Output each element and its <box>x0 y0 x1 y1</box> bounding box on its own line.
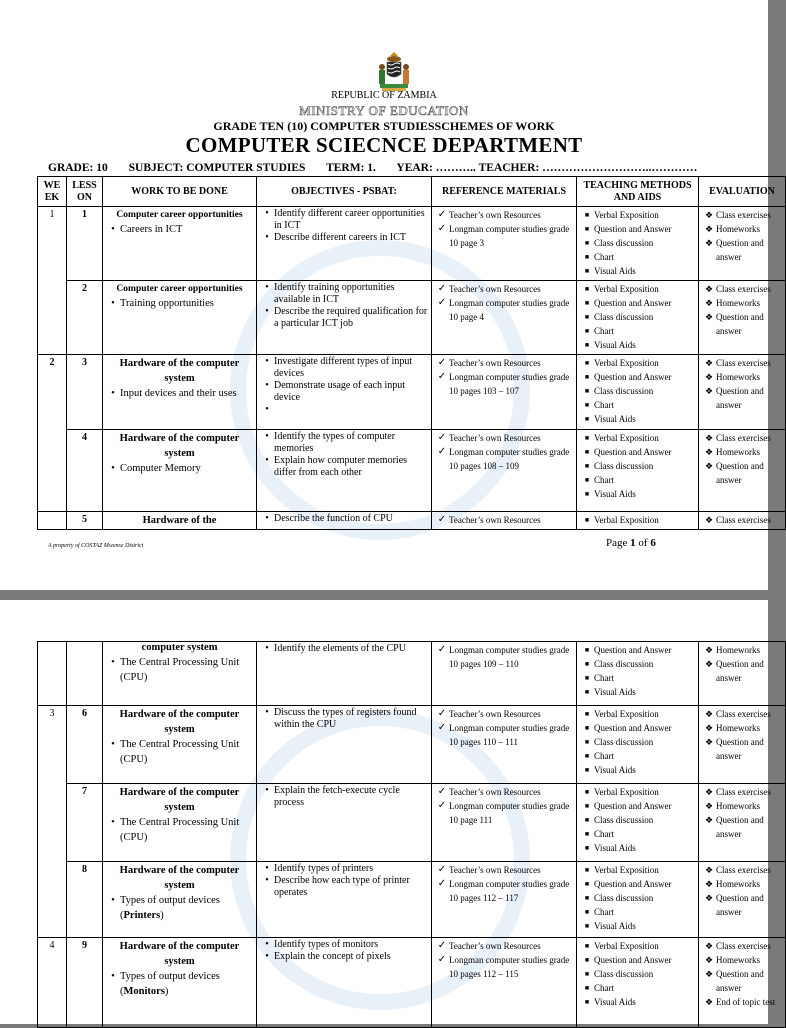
methods-cell: ■ Verbal Exposition ■ Question and Answer ■ Class discussion ■ Chart ■ Visual Aids <box>577 281 699 355</box>
evaluation-cell: ❖ Class exercises ❖ Homeworks ❖ Question and answer <box>699 281 786 355</box>
topic-title: Hardware of the computer system <box>119 865 240 891</box>
week-cell <box>38 642 67 706</box>
evaluation-cell: ❖ Class exercises ❖ Homeworks ❖ Question and answer <box>699 706 786 784</box>
reference-cell: ✓ Teacher’s own Resources ✓ Longman computer studies grade 10 pages 110 – 111 <box>432 706 577 784</box>
lesson-cell: 2 <box>67 281 103 355</box>
methods-cell: ■ Question and Answer ■ Class discussion ■ Chart ■ Visual Aids <box>577 642 699 706</box>
methods-cell: ■ Verbal Exposition ■ Question and Answer ■ Class discussion ■ Chart ■ Visual Aids <box>577 784 699 862</box>
work-cell: Hardware of the computer system • Computer Memory <box>103 430 257 512</box>
objectives-cell <box>257 207 432 281</box>
lesson-cell: 7 <box>67 784 103 862</box>
objectives-cell: • Identify the types of computer memories • Explain how computer memories differ from each other <box>257 430 432 512</box>
scheme-table-continued <box>37 641 786 1028</box>
col-work: WORK TO BE DONE <box>103 177 257 207</box>
col-evaluation: EVALUATION <box>699 177 786 207</box>
work-cell <box>103 281 257 355</box>
objectives-cell: • Identify types of monitors • Explain the concept of pixels <box>257 938 432 1028</box>
methods-cell: ■ Verbal Exposition ■ Question and Answer ■ Class discussion ■ Chart ■ Visual Aids <box>577 938 699 1028</box>
reference-cell: ✓ Teacher’s own Resources ✓ Longman computer studies grade 10 pages 103 – 107 <box>432 355 577 430</box>
methods-cell: ■ Verbal Exposition ■ Question and Answer ■ Class discussion ■ Chart ■ Visual Aids <box>577 862 699 938</box>
evaluation-cell: ❖ Class exercises <box>699 512 786 530</box>
methods-cell: ■ Verbal Exposition ■ Question and Answer ■ Class discussion ■ Chart ■ Visual Aids <box>577 430 699 512</box>
topic-title: Computer career opportunities <box>116 284 243 294</box>
zambia-coat-of-arms-icon <box>372 50 416 94</box>
ministry-title: MINISTRY OF EDUCATION <box>299 103 469 118</box>
department-title: COMPUTER SCIECNCE DEPARTMENT <box>185 133 583 157</box>
topic-title: Computer career opportunities <box>116 210 243 220</box>
topic-title: Hardware of the <box>142 515 217 526</box>
work-cell <box>103 512 257 530</box>
methods-cell: ■ Verbal Exposition <box>577 512 699 530</box>
topic-title: Hardware of the computer system <box>119 941 240 967</box>
table-header-row <box>38 177 786 207</box>
lesson-cell: 5 <box>67 512 103 530</box>
week-cell: 2 <box>38 355 67 512</box>
topic-title: Hardware of the computer system <box>119 433 240 459</box>
work-cell: Hardware of the computer system • Types of output devices (Monitors) <box>103 938 257 1028</box>
evaluation-cell: ❖ Homeworks ❖ Question and answer <box>699 642 786 706</box>
reference-cell: ✓ Teacher’s own Resources ✓ Longman computer studies grade 10 pages 112 – 115 <box>432 938 577 1028</box>
col-objectives: OBJECTIVES - PSBAT: <box>257 177 432 207</box>
objectives-cell: • Describe the function of CPU <box>257 512 432 530</box>
evaluation-cell: ❖ Class exercises ❖ Homeworks ❖ Question and answer ❖ End of topic test <box>699 938 786 1028</box>
reference-cell: ✓ Teacher’s own Resources <box>432 512 577 530</box>
list-item: • Careers in ICT <box>111 224 183 235</box>
lesson-cell: 6 <box>67 706 103 784</box>
lesson-cell: 3 <box>67 355 103 430</box>
objectives-cell: • Identify training opportunities available in ICT • Describe the required qualification for a particular ICT job <box>257 281 432 355</box>
col-methods: TEACHING METHODS AND AIDS <box>577 177 699 207</box>
evaluation-cell: ❖ Class exercises ❖ Homeworks ❖ Question and answer <box>699 784 786 862</box>
work-cell: computer system • The Central Processing Unit (CPU) <box>103 642 257 706</box>
lesson-cell: 1 <box>67 207 103 281</box>
work-cell: Hardware of the computer system • Types of output devices (Printers) <box>103 862 257 938</box>
evaluation-cell: ❖ Class exercises ❖ Homeworks ❖ Question and answer <box>699 862 786 938</box>
table-row <box>38 938 786 1028</box>
topic-title: computer system <box>141 642 218 653</box>
objectives-cell: • Explain the fetch-execute cycle process <box>257 784 432 862</box>
scheme-table <box>37 176 786 530</box>
table-row <box>38 862 786 938</box>
table-row <box>38 281 786 355</box>
subject-label: SUBJECT: COMPUTER STUDIES <box>128 162 306 174</box>
reference-cell: ✓ Teacher’s own Resources ✓ Longman computer studies grade 10 page 111 <box>432 784 577 862</box>
topic-title: Hardware of the computer system <box>119 358 240 384</box>
evaluation-cell: ❖ Class exercises ❖ Homeworks ❖ Question and answer <box>699 355 786 430</box>
objectives-cell: • Investigate different types of input devices • Demonstrate usage of each input device • <box>257 355 432 430</box>
evaluation-cell: ❖ Class exercises ❖ Homeworks ❖ Question and answer <box>699 207 786 281</box>
table-row <box>38 512 786 530</box>
work-cell <box>103 207 257 281</box>
week-cell: 4 <box>38 938 67 1028</box>
scheme-title: GRADE TEN (10) COMPUTER STUDIESSCHEMES OF WORK <box>213 119 555 133</box>
methods-cell: ■ Verbal Exposition ■ Question and Answer ■ Class discussion ■ Chart ■ Visual Aids <box>577 355 699 430</box>
table-row <box>38 430 786 512</box>
topic-title: Hardware of the computer system <box>119 709 240 735</box>
table-row <box>38 784 786 862</box>
year-teacher-label: YEAR: ……….. TEACHER: ………………………..………… <box>396 162 698 174</box>
col-reference: REFERENCE MATERIALS <box>432 177 577 207</box>
table-row <box>38 207 786 281</box>
grade-label: GRADE: 10 <box>48 162 108 174</box>
lesson-cell <box>67 642 103 706</box>
lesson-cell: 9 <box>67 938 103 1028</box>
list-item: • Describe different careers in ICT <box>265 232 406 243</box>
col-week: WE EK <box>38 177 67 207</box>
week-cell: 3 <box>38 706 67 938</box>
methods-cell: ■ Verbal Exposition ■ Question and Answer ■ Class discussion ■ Chart ■ Visual Aids <box>577 207 699 281</box>
info-line <box>48 162 715 174</box>
lesson-cell: 4 <box>67 430 103 512</box>
reference-cell: ✓ Longman computer studies grade 10 pages 109 – 110 <box>432 642 577 706</box>
table-row <box>38 355 786 430</box>
list-item: • Identify different career opportunities in ICT <box>265 208 425 231</box>
reference-cell: ✓ Teacher’s own Resources ✓ Longman computer studies grade 10 page 4 <box>432 281 577 355</box>
list-item: ✓ Longman computer studies grade 10 page 3 <box>437 223 570 248</box>
reference-cell <box>432 207 577 281</box>
term-label: TERM: 1. <box>326 162 376 174</box>
topic-title: Hardware of the computer system <box>119 787 240 813</box>
work-cell: Hardware of the computer system • Input devices and their uses <box>103 355 257 430</box>
property-note: A property of COSTAZ Mwense District <box>48 543 144 549</box>
work-cell: Hardware of the computer system • The Central Processing Unit (CPU) <box>103 706 257 784</box>
document-page-2 <box>0 600 776 1024</box>
reference-cell: ✓ Teacher’s own Resources ✓ Longman computer studies grade 10 pages 112 – 117 <box>432 862 577 938</box>
republic-title: REPUBLIC OF ZAMBIA <box>331 90 437 101</box>
lesson-cell: 8 <box>67 862 103 938</box>
objectives-cell: • Identify types of printers • Describe how each type of printer operates <box>257 862 432 938</box>
page-number: Page 1 of 6 <box>606 537 656 549</box>
objectives-cell: • Discuss the types of registers found within the CPU <box>257 706 432 784</box>
work-cell: Hardware of the computer system • The Central Processing Unit (CPU) <box>103 784 257 862</box>
list-item: • Training opportunities <box>111 298 214 309</box>
list-item: ✓ Teacher’s own Resources <box>437 209 541 220</box>
col-lesson: LESS ON <box>67 177 103 207</box>
week-cell <box>38 512 67 530</box>
week-cell: 1 <box>38 207 67 355</box>
table-row <box>38 642 786 706</box>
methods-cell: ■ Verbal Exposition ■ Question and Answer ■ Class discussion ■ Chart ■ Visual Aids <box>577 706 699 784</box>
table-row <box>38 706 786 784</box>
reference-cell: ✓ Teacher’s own Resources ✓ Longman computer studies grade 10 pages 108 – 109 <box>432 430 577 512</box>
evaluation-cell: ❖ Class exercises ❖ Homeworks ❖ Question and answer <box>699 430 786 512</box>
objectives-cell: • Identify the elements of the CPU <box>257 642 432 706</box>
